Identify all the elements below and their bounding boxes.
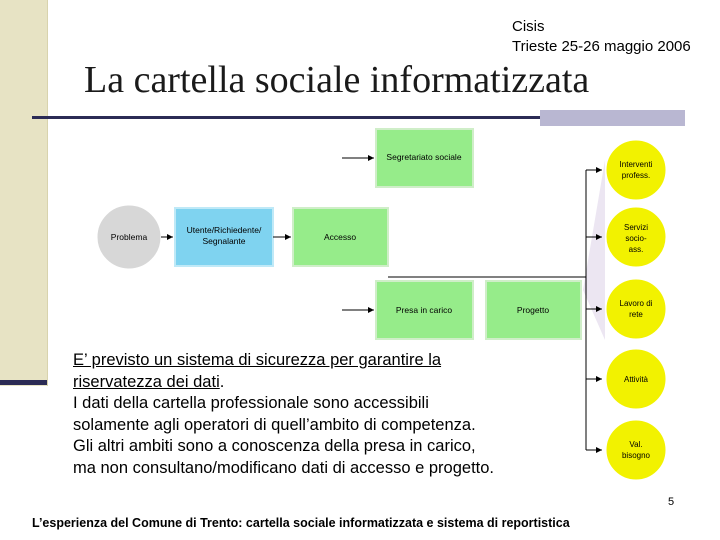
body-line-2-underlined: riservatezza dei dati — [73, 372, 220, 391]
page-number: 5 — [668, 496, 675, 508]
label-servizi-line3: ass. — [628, 245, 644, 254]
slide-title: La cartella sociale informatizzata — [84, 59, 590, 101]
slide-footer: L’esperienza del Comune di Trento: cartella sociale informatizzata e sistema di reportistica — [32, 516, 570, 530]
label-utente-line2: Segnalante — [202, 236, 246, 246]
label-attivita: Attività — [623, 375, 649, 384]
label-servizi-line2: socio- — [625, 234, 647, 243]
body-line-3: I dati della cartella professionale sono accessibili — [73, 394, 429, 412]
label-valutazione-line2: bisogno — [621, 451, 651, 460]
label-valutazione-line1: Val. — [629, 440, 643, 449]
body-line-4: solamente agli operatori di quell’ambito di competenza. — [73, 415, 476, 434]
circle-interventi — [606, 140, 666, 200]
body-paragraph — [73, 350, 593, 479]
body-line-6: ma non consultano/modificano dati di accesso e progetto. — [73, 458, 495, 477]
circle-lavoro — [606, 279, 666, 339]
label-utente-line1: Utente/Richiedente/ — [186, 225, 262, 235]
body-line-5: Gli altri ambiti sono a conoscenza della presa in carico, — [73, 437, 476, 455]
event-date: Trieste 25-26 maggio 2006 — [512, 38, 691, 55]
label-lavoro-line1: Lavoro di — [619, 299, 653, 308]
label-segretariato: Segretariato sociale — [386, 152, 462, 162]
label-progetto: Progetto — [516, 305, 550, 315]
label-servizi-line1: Servizi — [623, 223, 649, 232]
label-interventi-line1: Interventi — [619, 160, 653, 169]
body-line-1: E’ previsto un sistema di sicurezza per garantire la — [73, 351, 442, 369]
label-accesso: Accesso — [323, 232, 357, 242]
organization-label: Cisis — [512, 18, 545, 35]
label-presa-in-carico: Presa in carico — [395, 305, 453, 315]
body-line-2-end: . — [219, 372, 225, 391]
body-line-2 — [73, 372, 593, 394]
label-interventi-line2: profess. — [621, 171, 651, 180]
label-problema: Problema — [110, 232, 148, 242]
circle-valutazione — [606, 420, 666, 480]
label-lavoro-line2: rete — [629, 310, 643, 319]
